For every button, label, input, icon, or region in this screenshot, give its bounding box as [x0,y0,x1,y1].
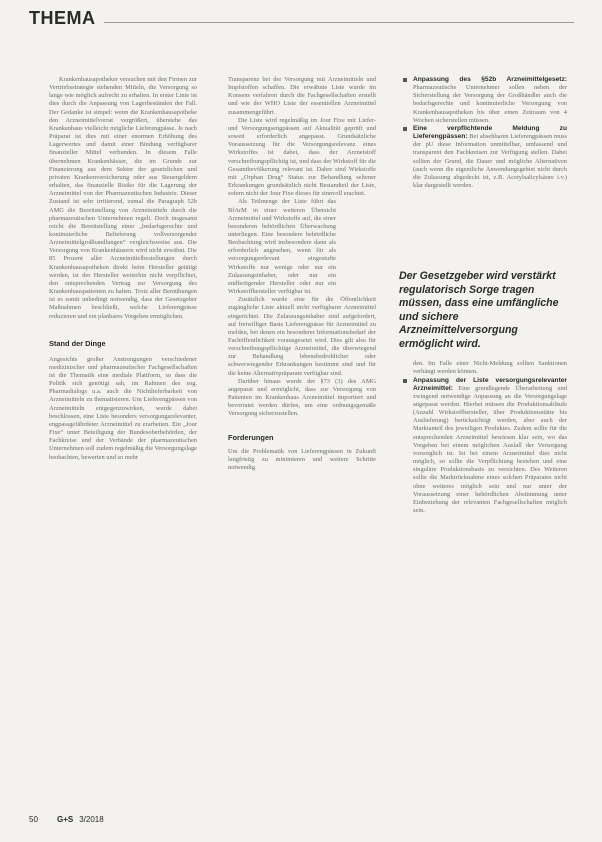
paragraph: Angesichts großer Anstrengungen verschiedener medizinischer und pharmazeutischer Fachgesellschaften ist die Thematik eine mediale Plattform, so dass die Politik sich genötigt sah, im Rahmen des sog. Pharmadialogs u.a. auch die Nichtlieferbarkeit von Arzneimitteln zu thematisieren. Um Lieferengpässen von Arzneimitteln entgegenzuwirken, wurde dabei beschlossen, eine Liste besonders versorgungsrelevanter, engpassgefährdeter Arzneimittel zu erarbeiten. Ein „Jour Fixe“ unter Beteiligung der Bundesoberbehörden, der Fachkreise und der Verbände der pharmazeutischen Unternehmen soll zudem regelmäßig die Versorgungslage beobachten, bewerten und so mehr [49,355,197,461]
page-number: 50 [29,815,38,824]
column-2 [228,76,376,472]
pull-quote: Der Gesetzgeber wird verstärkt regulatorisch Sorge tragen müssen, dass eine umfängliche und sichere Arzneimittelversorgung ermöglicht wird. [399,270,559,350]
list-item-text: Bei absehbaren Lieferengpässen muss der pU diese Information unmittelbar, umfassend und transparent den Fachkreisen zur Verfügung stellen. Dabei sollten der Grund, die Dauer und mögliche Alternativen (auch wenn die eigentliche Anwendungsgebiet nicht durch die Zulassung abgedeckt ist, z.B. Acetylsalicylsäure i.v.) klar dargestellt werden. [413,133,567,190]
section-title: THEMA [29,8,96,28]
paragraph: Transparenz bei der Versorgung mit Arzneimitteln und Impfstoffen schaffen. Die erwähnte Liste wurde im Konsens verfahren durch die Fachgesellschaften erstellt und wie der WHO Liste der essentiellen Arzneimittel zusammengeführt. [228,76,376,116]
bullet-square-icon [403,78,407,82]
bullet-square-icon [403,127,407,131]
column-1 [49,76,197,462]
list-item-text: Eine grundlegende Überarbeitung und zwingend notwendige Anpassung an die Versorgungslage angepasst werden. Hierbei müssen die Produktionsabläufe (Anzahl Wirkstoffhersteller, über Produktionsstätte bis Auslieferung) berücksichtigt werden, aber auch der Marktanteil des jeweiligen Produktes. Zudem sollte für die entsprechenden Arzneimittel bewiesen klar sein, wo das Vorgehen bei einem möglichen Ausfall der Versorgung vorsorglich ist. Ist bei einem Arzneimittel dies nicht möglich, so sollte die Verpflichtung bestehen und eine singuläre Produktionsbasis zu verzichten. Des Weiteren sollte die Marktrücknahme eines solchen Präparates nicht ohne weiteres möglich sein und nur unter der Voraussetzung einer behördlichen Abstimmung unter Einbeziehung der relevanten Fachgesellschaften möglich sein. [413,384,567,514]
list-item-text: Pharmazeutische Unternehmer sollen neben der Sicherstellung der Versorgung der Großhändler auch die bedarfsgerechte und kontinuierliche Versorgung von Krankenhausapotheken bis über einen Zeitraum von 4 Wochen sicherstellen müssen. [413,84,567,124]
list-item-heading: Anpassung der Liste versorgungsrelevanter Arzneimittel: [413,376,567,392]
publication-name: G+S [57,815,74,824]
list-item [403,76,567,125]
subheading: Forderungen [228,432,274,442]
paragraph: den. Im Falle einer Nicht-Meldung sollten Sanktionen verhängt werden können. [413,360,567,376]
header-rule [104,22,574,23]
list-item-heading: Anpassung des §52b Arzneimittelgesetz: [413,76,567,83]
subheading: Stand der Dinge [49,338,106,348]
list-item [403,125,567,190]
paragraph: Krankenhausapotheker versuchen mit den Firmen zur Vertriebsstrategie stehenden Mitteln, die Versorgung so lange wie möglich aufrecht zu erhalten. In erster Linie ist dies durch die Anpassung von Lagerbeständen der Fall. Der Gedanke ist simpel: wenn die Krankenhausapotheke den Arzneimittelvorrat vergrößert, überstehe das Krankenhaus vielleicht mögliche Lieferengpässe. Je nach Präparat ist dies mit einer enormen Erhöhung des Lagerwertes und damit einer Bindung verfügbarer finanzieller Mittel verbunden. In diesem Falle übernehmen Krankenhäuser, die im Grunde zur Finanzierung aus dem Sektor der gesetzlichen und privaten Krankenversicherung oder aus Steuergeldern erhalten, das finanzielle Risiko für die Lagerung der Arzneimittel von der Pharmazeutischen Industrie. Dieser Zustand ist sehr irritierend, zumal die Paragraph 52b AMG die Bereitstellung von Arzneimitteln durch die pharmazeutischen Unternehmen regelt. Doch insgesamt reicht die Bereitstellung einer „bedarfsgerechte und kontinuierliche Belieferung vollversorgender Arzneimittelgroßhandlungen“ vergleichsweise aus. Die Versorgung von Krankenhäusern wird nicht erwähnt. Die 85 Prozent aller Arzneimittelbestellungen durch Krankenhausapotheken direkt beim Hersteller getätigt werden, ist der Hersteller weiterhin nicht verpflichtet, den entsprechenden Vertrag zur Versorgung des Krankenhauspatienten zu halten. Trotz aller Bemühungen ist es somit unbedingt notwendig, dass der Gesetzgeber Maßnahmen beschließt, welche Lieferengpässe reduzieren und ein planbares Vorgehen ermöglichen. [49,76,197,320]
list-item-heading: Eine verpflichtende Meldung zu Lieferengpässen: [413,124,567,141]
bullet-square-icon [403,379,407,383]
list-item [403,377,567,516]
issue-number: 3/2018 [79,815,104,824]
paragraph: Um die Problematik von Lieferengpässen in Zukunft langfristig zu minimieren und weitere Schritte notwendig. [228,447,376,471]
paragraph: Die Liste wird regelmäßig im Jour Fixe mit Liefer- und Versorgungsengpässen auf Aktualität geprüft und soweit erforderlich angepasst. Grundsätzliche Voraussetzung für die Versorgungsrelevanz eines Wirkstoffes ist dabei, dass der Arzneistoff verschreibungspflichtig ist, und dass der Wirkstoff für die Gesamtbevölkerung relevant ist. Daher sind Wirkstoffe mit „Orphan Drug“ Status zur Behandlung seltener Erkrankungen grundsätzlich nicht Bestandteil der Liste, sofern nicht der Jour Fixe dieses für sinnvoll erachtet. [228,116,376,198]
paragraph: Zusätzlich wurde eine für die Öffentlichkeit zugängliche Liste aktuell nicht verfügbarer Arzneimittel eingerichtet. Die Zulassungsinhaber sind aufgefordert, auf freiwilliger Basis Lieferengpässe für Arzneimittel zu melden, bei denen ein besonderer Informationsbedarf der Fachöffentlichkeit vorausgesetzt wird. Dies gilt also für verschreibungspflichtige Arzneimittel, die überwiegend zur Behandlung lebensbedrohlicher oder schwerwiegender Erkrankungen bestimmt sind und für die keine Alternativpräparate verfügbar sind. [228,296,376,377]
page-footer [29,815,104,824]
paragraph: Als Teilmenge der Liste führt das BfArM in einer weiteren Übersicht Arzneimittel und Wirkstoffe auf, die einer besonderen behördlichen Überwachung unterliegen. Eine besondere behördliche Beobachtung wird insbesondere dann als erforderlich angesehen, wenn für als versorgungsrelevant eingestufte Wirkstoffe nur wenige oder nur ein Zulassungsinhaber, oder nur ein endfertigender Hersteller oder nur ein Wirkstoffhersteller verfügbar ist. [228,198,336,296]
paragraph: Darüber hinaus wurde der §73 (3) des AMG angepasst und ermöglicht, dass zur Versorgung von Patienten im Krankenhaus Arzneimittel importiert und bevorratet werden dürfen, um eine ordnungsgemäße Versorgung sicherzustellen. [228,377,376,418]
